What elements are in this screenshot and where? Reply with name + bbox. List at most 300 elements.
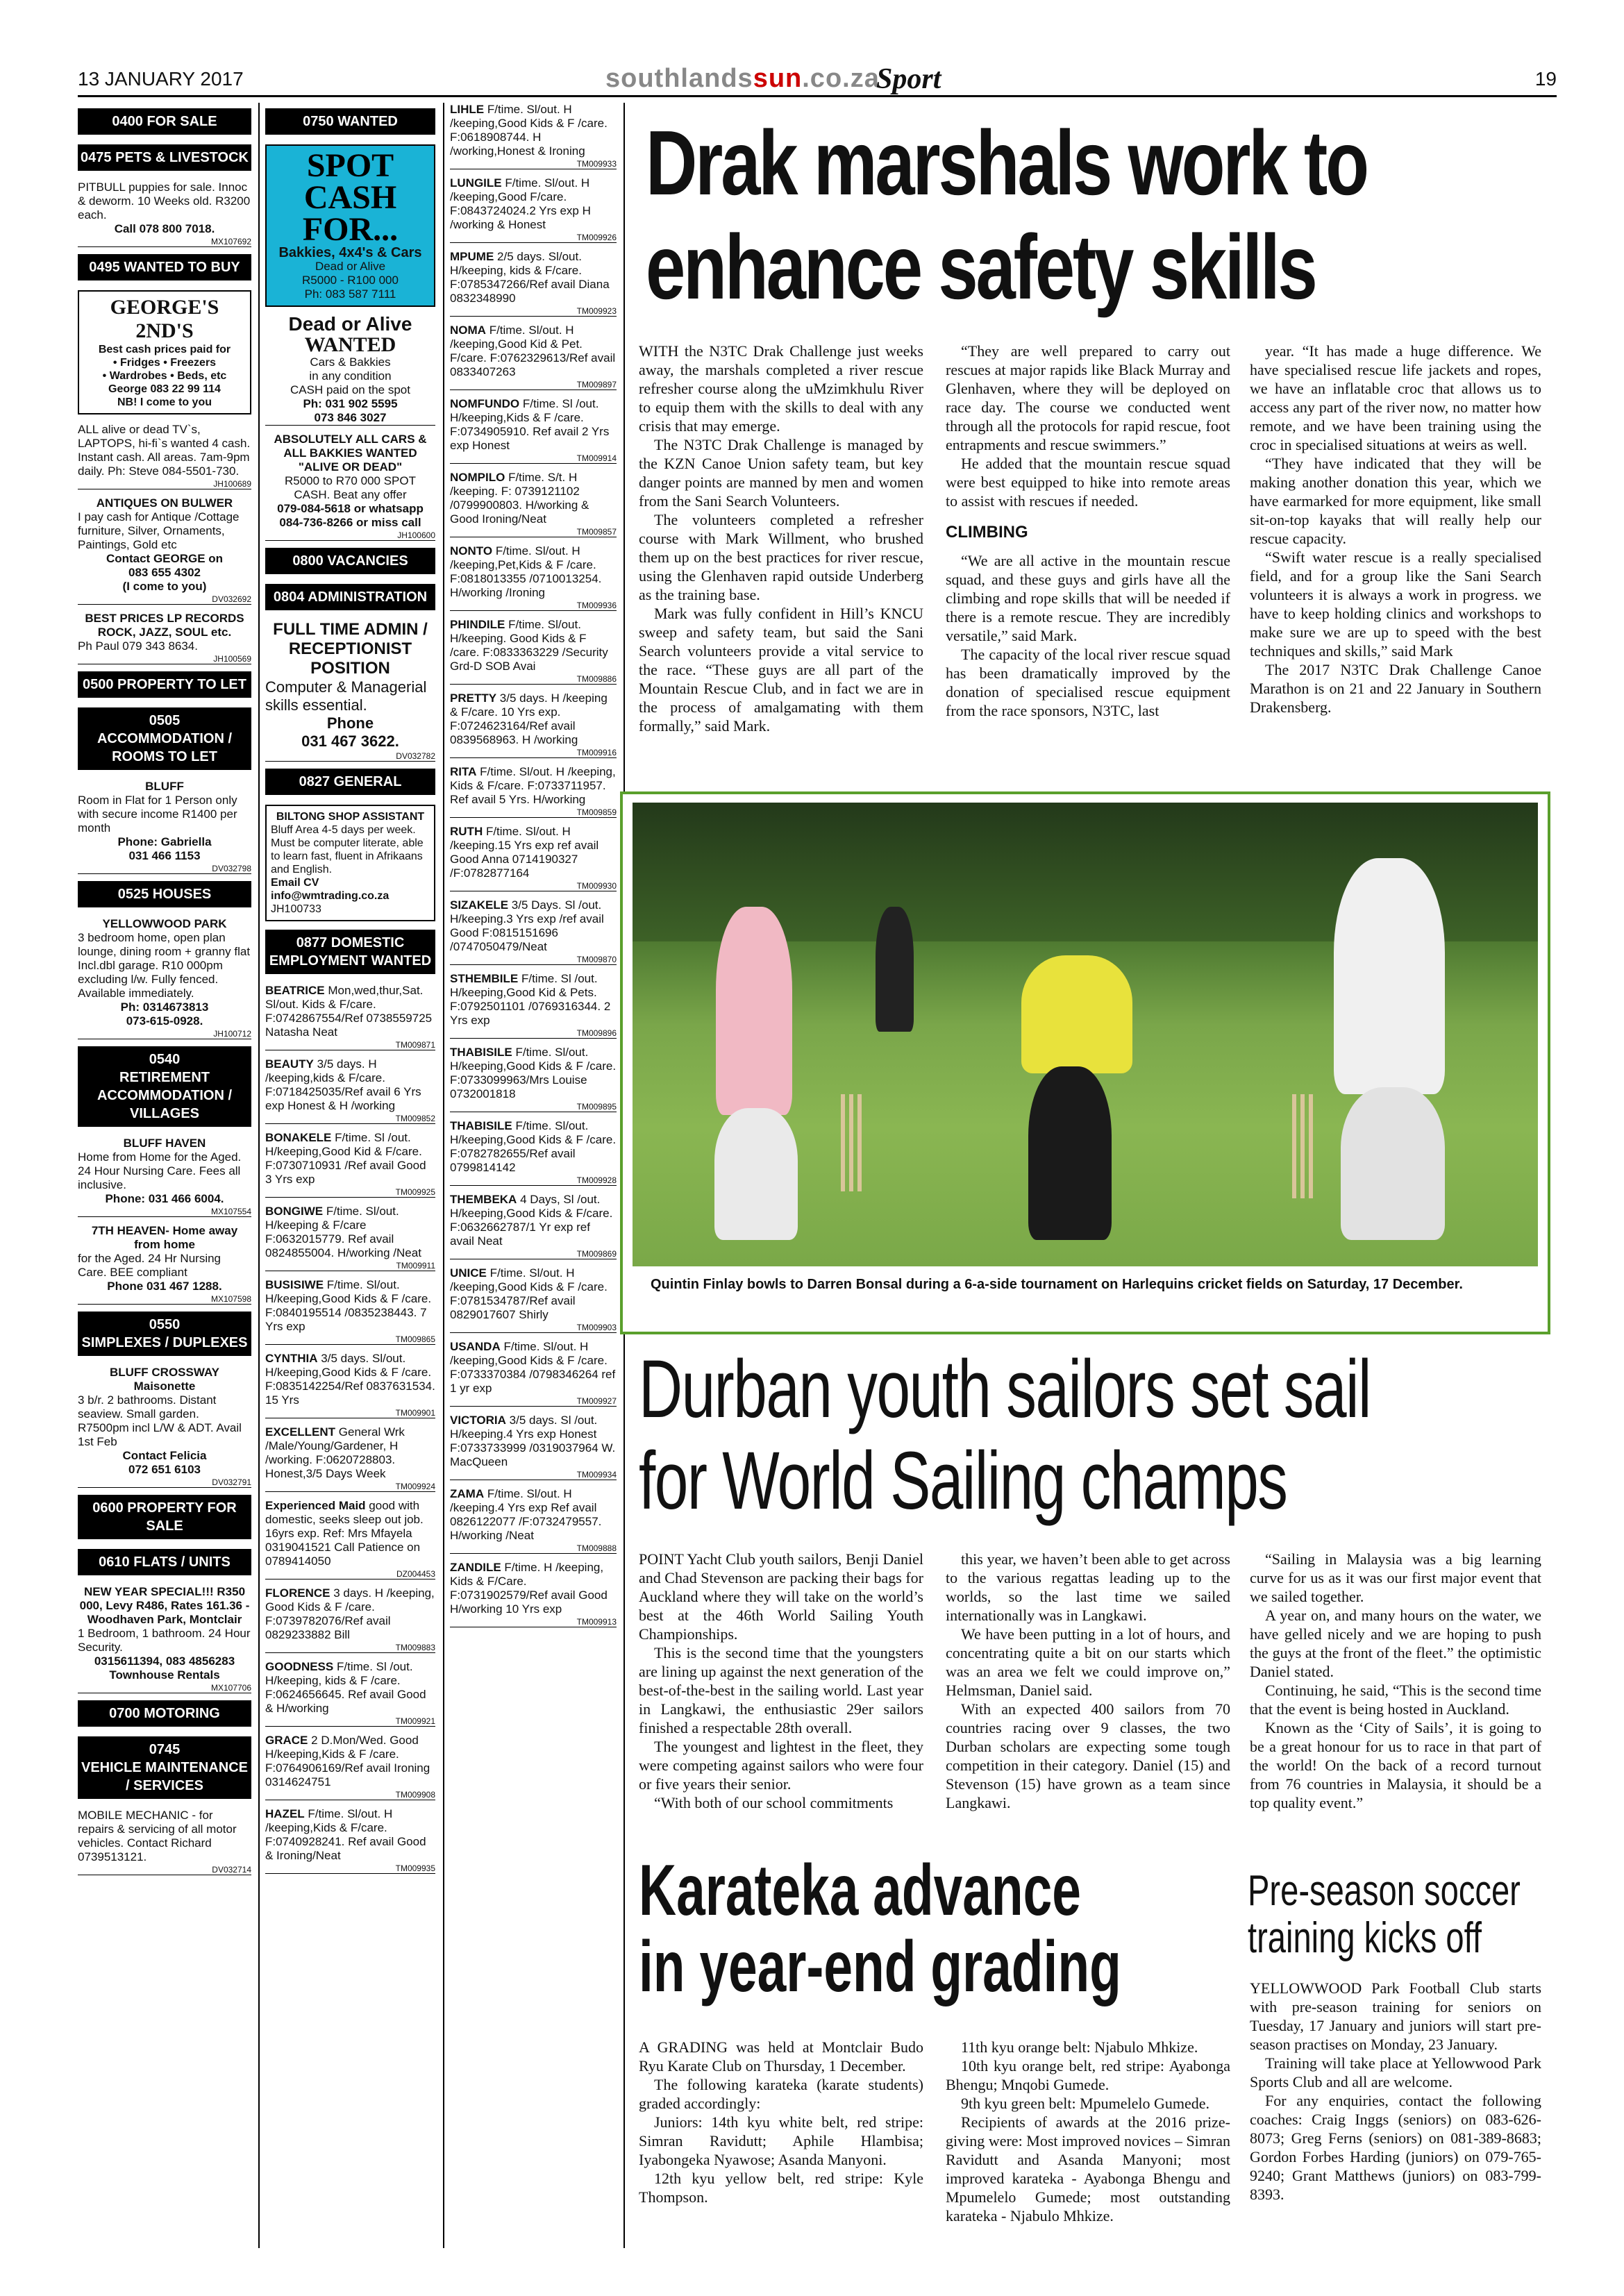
category-header: 0475 PETS & LIVESTOCK <box>78 144 251 171</box>
ad-contact: 079-084-5618 or whatsapp 084-736-8266 or miss call <box>277 502 424 529</box>
page-header <box>78 64 1557 97</box>
ad-body: F/time. Sl/out. H /keeping,Good Kids & F /care. F:0781534787/Ref avail 0829017607 Shirly <box>450 1266 608 1321</box>
masthead-part-a: southlands <box>605 64 753 93</box>
article-paragraph: Known as the ‘City of Sails’, it is going to be a great honour for us to race in that part of the world! On the back of a record turnout from 76 countries in Malaysia, it should be a top quality event.” <box>1250 1719 1541 1811</box>
ad-text: Bluff Area 4-5 days per week. Must be computer literate, able to learn fast, fluent in Afrikaans and English. <box>271 824 424 875</box>
ad-name: NOMA <box>450 324 486 337</box>
category-label: RETIREMENT ACCOMMODATION / VILLAGES <box>97 1070 233 1121</box>
ad-ref: TM009923 <box>450 306 617 317</box>
article-paragraph: “Sailing in Malaysia was a big learning curve for us as it was our first major event that we sailed together. <box>1250 1550 1541 1605</box>
ad-text: Computer & Managerial skills essential. <box>265 678 427 714</box>
ad-line: Ph: 083 587 7111 <box>304 287 396 301</box>
classified-ad <box>450 1193 617 1259</box>
drak-body-col1 <box>639 342 923 735</box>
article-paragraph: Continuing, he said, “This is the second time that the event is being hosted in Auckland. <box>1250 1682 1541 1718</box>
ad-text: 3 bedroom home, open plan lounge, dining room + granny flat Incl.dbl garage. R10 000pm excluding l/w. Fully fenced. Available immediately. <box>78 931 251 1000</box>
ad-body: F/time. Sl/out. H/keeping,Good Kids & F /care. F:0840195514 /0835238443. 7 Yrs exp <box>265 1278 432 1333</box>
ad-title: BLUFF CROSSWAY <box>109 1366 220 1379</box>
ad-body: F/time. Sl /out. H/keeping,Good Kid & Pets. F:0792501101 /0769316344. 2 Yrs exp <box>450 972 611 1027</box>
ad-name: VICTORIA <box>450 1414 506 1427</box>
article-paragraph: Juniors: 14th kyu white belt, red stripe: Simran Ravidutt; Aphile Hlambisa; Iyabongeka Nyawose; Asanda Manyoni. <box>639 2113 923 2168</box>
ad-ref: TM009901 <box>265 1408 435 1418</box>
ad-body: good with domestic, seeks sleep out job. 16yrs exp. Ref: Mrs Mfayela 0319041521 Call Patience on 0789414050 <box>265 1499 424 1568</box>
article-paragraph: The capacity of the local river rescue squad has been dramatically improved by the donation of specialised rescue equipment from the race sponsors, N3TC, last <box>946 646 1230 719</box>
sailing-headline <box>639 1343 1371 1527</box>
ad-body: 3 days. H /keeping, Good Kids & F /care. F:0739782076/Ref avail 0829233882 Bill <box>265 1586 435 1641</box>
ad-text <box>450 765 617 807</box>
ad-text <box>450 176 617 232</box>
category-header: 0877 DOMESTIC EMPLOYMENT WANTED <box>265 930 435 974</box>
masthead-part-c: .co.za <box>802 64 880 93</box>
ad-text: PITBULL puppies for sale. Innoc & deworm. 10 Weeks old. R3200 each. <box>78 181 251 221</box>
ad-ref: TM009865 <box>265 1334 435 1345</box>
ad-ref: JH100569 <box>78 654 251 664</box>
ad-contact: 031 467 3622. <box>301 732 399 750</box>
ad-name: PHINDILE <box>450 618 505 631</box>
ad-ref: TM009913 <box>450 1617 617 1627</box>
ad-text <box>450 1193 617 1248</box>
ad-ref: TM009936 <box>450 601 617 611</box>
ad-text: Ph Paul 079 343 8634. <box>78 639 198 653</box>
ad-body: Mon,wed,thur,Sat. Sl/out. Kids & F/care. F:0742867554/Ref 0738559725 Natasha Neat <box>265 984 433 1039</box>
ad-text <box>265 1057 435 1113</box>
ad-name: RITA <box>450 765 477 778</box>
masthead <box>605 64 880 94</box>
article-paragraph: YELLOWWOOD Park Football Club starts with pre-season training for seniors on Tuesday, 17 January and juniors will start pre-season practises on Monday, 23 January. <box>1250 1979 1541 2053</box>
ad-ref: TM009926 <box>450 233 617 243</box>
classified-ad <box>450 972 617 1039</box>
ad-name: ZAMA <box>450 1487 485 1500</box>
ad-name: THABISILE <box>450 1046 512 1059</box>
article-paragraph: The N3TC Drak Challenge is managed by the KZN Canoe Union safety team, but key danger points are manned by men and women from the Sani Search Volunteers. <box>639 436 923 510</box>
article-paragraph: “Swift water rescue is a really specialised field, and for a group like the Sani Search volunteers it is always a work in progress. we have to keep holding clinics and workshops to make sure we are up to speed with the best techniques and skills,” said Mark <box>1250 548 1541 660</box>
article-paragraph: 12th kyu yellow belt, red stripe: Kyle Thompson. <box>639 2170 923 2206</box>
soccer-headline <box>1248 1868 1521 1962</box>
ad-name: USANDA <box>450 1340 501 1353</box>
ad-line: • Wardrobes • Beds, etc <box>102 370 227 382</box>
ad-contact: Contact Felicia <box>122 1449 207 1462</box>
ad-body: F/time. Sl/out. H /keeping,Pet,Kids & F /care. F:0818013355 /0710013254. H/working /Ironing <box>450 544 602 599</box>
ad-text <box>265 1425 435 1481</box>
classified-ad <box>78 780 251 874</box>
ad-ref: JH100733 <box>271 903 321 915</box>
ad-contact: (I come to you) <box>122 580 207 593</box>
drak-body-col2 <box>946 342 1230 720</box>
ad-name: LUNGILE <box>450 176 502 190</box>
ad-text <box>265 1205 435 1260</box>
ad-body: 2 D.Mon/Wed. Good H/keeping,Kids & F /care. F:0764906169/Ref avail Ironing 0314624751 <box>265 1734 430 1788</box>
ad-title: ANTIQUES ON BULWER <box>96 496 233 510</box>
article-paragraph: With an expected 400 sailors from 70 countries racing over 9 classes, the two Durban scholars are expecting some tough competition in their category. Daniel (15) and Stevenson (15) have grown as a team since Langkawi. <box>946 1700 1230 1811</box>
classifieds-column-2 <box>265 103 435 1881</box>
ad-text <box>265 1734 435 1789</box>
ad-name: CYNTHIA <box>265 1352 318 1365</box>
ad-ref: MX107692 <box>78 237 251 247</box>
ad-title: NEW YEAR SPECIAL!!! R350 000, Levy R486, Rates 161.36 - Woodhaven Park, Montclair <box>79 1585 250 1626</box>
ad-ref: DV032714 <box>78 1865 251 1875</box>
article-paragraph: This is the second time that the youngsters are lining up against the next generation of the best-of-the-best in the sailing world. Last year in Langkawi, the enthusiastic 29er sailors finished a respectable 28th overall. <box>639 1644 923 1736</box>
issue-date: 13 JANUARY 2017 <box>78 68 244 90</box>
ad-ref: DV032791 <box>78 1477 251 1488</box>
ad-body: F/time. Sl/out. H/keeping. Good Kids & F /care. F:0833363229 /Security Grd-D SOB Avai <box>450 618 608 673</box>
ad-name: Experienced Maid <box>265 1499 366 1512</box>
section-name: Sport <box>876 63 941 95</box>
cricket-photo <box>620 791 1550 1334</box>
ad-ref: TM009903 <box>450 1323 617 1333</box>
classified-ad <box>450 1340 617 1407</box>
ad-ref: TM009896 <box>450 1028 617 1039</box>
ad-contact: Ph: 031 902 5595 <box>303 397 398 410</box>
ad-text <box>265 1660 435 1716</box>
ad-ref: TM009911 <box>265 1261 435 1271</box>
ad-ref: MX107554 <box>78 1207 251 1217</box>
umpire-figure <box>876 907 914 1032</box>
classified-ad <box>78 181 251 247</box>
classified-ad <box>450 1266 617 1333</box>
ad-title: SPOT <box>306 147 394 184</box>
ad-name: ZANDILE <box>450 1561 501 1574</box>
classified-ad <box>78 917 251 1039</box>
article-paragraph: Recipients of awards at the 2016 prize-giving were: Most improved novices – Simran Ravidutt and Asanda Manyoni; most improved karateka - Ayabonga Bhengu and Mpumelelo Gumede; most outstanding karateka - Njabulo Mhkize. <box>946 2113 1230 2224</box>
ad-ref: TM009888 <box>450 1543 617 1554</box>
category-code: 0745 <box>149 1742 181 1757</box>
ad-title: YELLOWWOOD PARK <box>102 917 227 930</box>
ad-text: Room in Flat for 1 Person only with secure income R1400 per month <box>78 794 237 835</box>
ad-contact: Contact GEORGE on <box>106 552 224 565</box>
article-paragraph: “With both of our school commitments <box>654 1794 894 1811</box>
classifieds-column-1 <box>78 103 251 1882</box>
ad-body: F/time. Sl/out. H /keeping, Kids & F/care. F:0733711957. Ref avail 5 Yrs. H/working <box>450 765 616 806</box>
category-header: 0600 PROPERTY FOR SALE <box>78 1495 251 1539</box>
ad-name: BONGIWE <box>265 1205 324 1218</box>
classifieds-column-3 <box>450 103 617 1634</box>
headline-line: training kicks off <box>1248 1914 1482 1962</box>
ad-name: UNICE <box>450 1266 487 1280</box>
karate-body-col1 <box>639 2038 923 2206</box>
ad-name: GRACE <box>265 1734 308 1747</box>
article-paragraph: this year, we haven’t been able to get across to the various regattas leading up to the worlds, so the last time we sailed internationally was in Langkawi. <box>946 1550 1230 1624</box>
classified-ad <box>265 433 435 541</box>
category-header: 0400 FOR SALE <box>78 108 251 135</box>
classified-ad <box>78 1224 251 1305</box>
column-divider <box>443 103 444 2248</box>
ad-text <box>450 544 617 600</box>
classified-ad <box>450 250 617 317</box>
stumps <box>1292 1094 1296 1198</box>
ad-ref: MX107706 <box>78 1683 251 1693</box>
ad-name: NOMFUNDO <box>450 397 520 410</box>
drak-body-part <box>946 342 1230 510</box>
ad-text <box>450 471 617 526</box>
ad-ref: TM009895 <box>450 1102 617 1112</box>
ad-name: GOODNESS <box>265 1660 334 1673</box>
headline-line: Karateka advance <box>639 1850 1081 1931</box>
headline-line: Drak marshals work to <box>646 112 1367 214</box>
category-header <box>78 1046 251 1127</box>
ad-body: F/time. Sl/out. H /keeping,Good Kids & F /care. F:0618908744. H /working,Honest & Ironing <box>450 103 608 158</box>
ad-line: NB! I come to you <box>117 396 212 408</box>
subheading-climbing: CLIMBING <box>946 523 1028 542</box>
ad-title: Dead or Alive <box>288 313 412 335</box>
headline-line: enhance safety skills <box>646 216 1316 318</box>
ad-text <box>450 1487 617 1543</box>
classified-ad <box>265 620 435 762</box>
classified-ad <box>450 544 617 611</box>
ad-ref: TM009897 <box>450 380 617 390</box>
classified-ad <box>265 1352 435 1418</box>
ad-name: PRETTY <box>450 692 497 705</box>
ad-ref: JH100712 <box>78 1029 251 1039</box>
classified-ad <box>265 1807 435 1874</box>
ad-body: F/time. Sl/out. H /keeping.4 Yrs exp Ref avail 0826122077 /F:0732479557. H/working /Neat <box>450 1487 602 1542</box>
ad-title: BLUFF <box>145 780 184 793</box>
ad-name: BEATRICE <box>265 984 325 997</box>
ad-text <box>450 103 617 158</box>
ad-text <box>265 1586 435 1642</box>
classified-ad <box>265 1734 435 1800</box>
ad-line: George 083 22 99 114 <box>108 383 221 395</box>
ad-body: F/time. Sl/out. H /keeping,Good F/care. F:0843724024.2 Yrs exp H /working & Honest <box>450 176 591 231</box>
category-label: VEHICLE MAINTENANCE / SERVICES <box>81 1760 248 1793</box>
ad-ref: TM009852 <box>265 1114 435 1124</box>
drak-body-part <box>946 551 1230 720</box>
ad-text <box>450 618 617 673</box>
ad-title: 7TH HEAVEN- Home away from home <box>91 1224 238 1251</box>
ad-text <box>450 692 617 747</box>
ad-text: R5000 to R70 000 SPOT CASH. Beat any offer <box>284 474 416 501</box>
ad-contact: 072 651 6103 <box>128 1463 201 1476</box>
ad-ref: JH100689 <box>78 479 251 489</box>
ad-title: BILTONG SHOP ASSISTANT <box>276 811 425 823</box>
ad-name: SIZAKELE <box>450 898 509 912</box>
classified-ad <box>450 324 617 390</box>
category-header: 0610 FLATS / UNITS <box>78 1549 251 1575</box>
ad-body: F/time. Sl/out. H/keeping,Good Kids & F /care. F:0782782655/Ref avail 0799814142 <box>450 1119 617 1174</box>
ad-ref: TM009928 <box>450 1175 617 1186</box>
ad-subtitle: Maisonette <box>133 1380 196 1393</box>
classified-ad <box>450 1561 617 1627</box>
headline-line: for World Sailing champs <box>639 1435 1287 1527</box>
ad-text: ALL alive or dead TV`s, LAPTOPS, hi-fi`s wanted 4 cash. Instant cash. All areas. 7am-9pm daily. Ph: Steve 084-5501-730. <box>78 423 251 478</box>
classified-ad <box>450 397 617 464</box>
category-code: 0550 <box>149 1317 181 1332</box>
classified-ad <box>265 1131 435 1198</box>
category-header <box>78 707 251 770</box>
classified-ad <box>78 612 251 664</box>
striker-figure <box>1334 858 1445 1094</box>
batsman-figure <box>716 907 792 1115</box>
ad-ref: TM009857 <box>450 527 617 537</box>
ad-name: THEMBEKA <box>450 1193 517 1206</box>
ad-name: RUTH <box>450 825 483 838</box>
display-ad-spot-cash <box>265 144 435 307</box>
sailing-body-col1 <box>639 1550 923 1812</box>
article-paragraph: The 2017 N3TC Drak Challenge Canoe Marathon is on 21 and 22 January in Southern Drakensberg. <box>1250 661 1541 716</box>
ad-ref: MX107598 <box>78 1294 251 1305</box>
ad-name: FLORENCE <box>265 1586 330 1600</box>
ad-contact: Call 078 800 7018. <box>114 222 215 235</box>
article-paragraph: For any enquiries, contact the following coaches: Craig Inggs (seniors) on 083-626-8073; Greg Ferns (seniors) on 081-389-8683; Gordon Forbes Harding (juniors) on 079-765-9240; Grant Matthews (juniors) on 083-799-8393. <box>1250 2092 1541 2203</box>
domestic-ads-list <box>265 984 435 1874</box>
ad-text <box>450 898 617 954</box>
article-paragraph: The following karateka (karate students) graded accordingly: <box>639 2076 923 2112</box>
ad-title: ABSOLUTELY ALL CARS & ALL BAKKIES WANTED "ALIVE OR DEAD" <box>274 433 427 474</box>
ad-name: NONTO <box>450 544 493 558</box>
striker-pads <box>1341 1087 1445 1240</box>
article-paragraph: year. “It has made a huge difference. We have specialised rescue life jackets and ropes, we have an inflatable croc that allows us to access any part of the river now, no matter how remote, and we have been training using the croc in specialised situations at weirs as well. <box>1250 342 1541 453</box>
article-paragraph: POINT Yacht Club youth sailors, Benji Daniel and Chad Stevenson are packing their bags for Auckland where they will take on the world’s best at the 46th World Sailing Youth Championships. <box>639 1550 923 1643</box>
column-divider <box>258 103 260 2248</box>
article-paragraph: 11th kyu orange belt: Njabulo Mhkize. <box>961 2038 1198 2056</box>
sailing-body-col3 <box>1250 1550 1541 1812</box>
ad-text <box>450 972 617 1028</box>
ad-ref: TM009859 <box>450 807 617 818</box>
ad-name: BUSISIWE <box>265 1278 324 1291</box>
photo-caption: Quintin Finlay bowls to Darren Bonsal during a 6-a-side tournament on Harlequins cricket fields on Saturday, 17 December. <box>651 1277 1463 1292</box>
ad-text: 1 Bedroom, 1 bathroom. 24 Hour Security. <box>78 1627 251 1654</box>
ad-contact: Ph: 0314673813 <box>120 1000 209 1014</box>
ad-name: BEAUTY <box>265 1057 314 1071</box>
article-paragraph: 10th kyu orange belt, red stripe: Ayabonga Bhengu; Mnqobi Gumede. <box>946 2057 1230 2093</box>
ad-name: BONAKELE <box>265 1131 332 1144</box>
ad-body: 3/5 days. H /keeping & F/care. 10 Yrs exp. F:0724623164/Ref avail 0839568963. H /working <box>450 692 608 746</box>
ad-ref: DV032692 <box>78 594 251 605</box>
ad-name: NOMPILO <box>450 471 505 484</box>
ad-text <box>450 1414 617 1469</box>
category-code: 0505 <box>149 713 181 728</box>
ad-ref: TM009916 <box>450 748 617 758</box>
article-paragraph: “They are well prepared to carry out rescues at major rapids like Black Murray and Glenhaven, where they will be deployed on race day. The course we conducted went through all the protocols for rapid rescue, foot entrapments and rescue swimmers.” <box>946 342 1230 453</box>
sailing-body-col2 <box>946 1550 1230 1812</box>
ad-line: in any condition <box>309 369 392 383</box>
ad-text <box>265 1352 435 1407</box>
category-header: 0500 PROPERTY TO LET <box>78 671 251 698</box>
classified-ad <box>450 471 617 537</box>
ad-ref: TM009883 <box>265 1643 435 1653</box>
ad-contact: Phone <box>326 714 374 732</box>
headline-line: Durban youth sailors set sail <box>639 1343 1371 1435</box>
ad-line: Cars & Bakkies <box>310 355 391 369</box>
category-header: 0525 HOUSES <box>78 881 251 907</box>
ad-body: F/time. Sl/out. H/keeping,Good Kids & F /care. F:0733099963/Mrs Louise 0732001818 <box>450 1046 617 1100</box>
classified-ad <box>450 825 617 891</box>
classified-ad <box>450 1046 617 1112</box>
ad-text: 3 b/r. 2 bathrooms. Distant seaview. Small garden. R7500pm incl L/W & ADT. Avail 1st Feb <box>78 1393 242 1448</box>
bowler-legs <box>1028 1066 1112 1240</box>
headline-line: Pre-season soccer <box>1248 1867 1521 1915</box>
category-header <box>78 1736 251 1799</box>
ad-text <box>450 397 617 453</box>
classified-ad <box>450 103 617 169</box>
classified-ad <box>265 1499 435 1579</box>
ad-ref: TM009870 <box>450 955 617 965</box>
ad-body: F/time. Sl/out. H /keeping,Kids & F/care. F:0740928241. Ref avail Good & Ironing/Neat <box>265 1807 426 1862</box>
ad-text: Home from Home for the Aged. 24 Hour Nursing Care. Fees all inclusive. <box>78 1150 242 1191</box>
ad-text: for the Aged. 24 Hr Nursing Care. BEE compliant <box>78 1252 221 1279</box>
page-number: 19 <box>1534 68 1557 90</box>
ad-body: 3/5 days. Sl /out. H/keeping.4 Yrs exp Honest F:0733733999 /0319037964 W. MacQueen <box>450 1414 616 1468</box>
ad-contact: 0315611394, 083 4856283 <box>94 1654 235 1668</box>
category-header: 0750 WANTED <box>265 108 435 135</box>
classified-ad <box>265 984 435 1050</box>
display-ad-biltong <box>265 805 435 921</box>
ad-name: LIHLE <box>450 103 485 116</box>
display-ad-dead-or-alive <box>265 314 435 426</box>
classified-ad <box>450 1487 617 1554</box>
karate-headline <box>639 1852 1121 2005</box>
ad-text <box>265 1278 435 1334</box>
ad-body: General Wrk /Male/Young/Gardener, H /working. F:0620728803. Honest,3/5 Days Week <box>265 1425 405 1480</box>
ad-text <box>265 984 435 1039</box>
classified-ad <box>450 692 617 758</box>
article-paragraph: Training will take place at Yellowwood Park Sports Club and all are welcome. <box>1250 2054 1541 2090</box>
classified-ad <box>450 1119 617 1186</box>
display-ad-georges <box>78 290 251 414</box>
ad-ref: JH100600 <box>265 530 435 541</box>
ad-name: HAZEL <box>265 1807 305 1820</box>
ad-ref: DV032798 <box>78 864 251 874</box>
classified-ad <box>265 1425 435 1492</box>
domestic-ads-list <box>450 103 617 1627</box>
ad-title: BEST PRICES LP RECORDS ROCK, JAZZ, SOUL etc. <box>85 612 244 639</box>
ad-line: Bakkies, 4x4's & Cars <box>278 245 422 260</box>
ad-contact: Email CV info@wmtrading.co.za <box>271 877 390 902</box>
category-label: ACCOMMODATION / ROOMS TO LET <box>97 731 233 764</box>
article-paragraph: The youngest and lightest in the fleet, they were competing against sailors who were four or five years their senior. <box>639 1738 923 1793</box>
headline-line: in year-end grading <box>639 1927 1121 2007</box>
classified-ad <box>265 1278 435 1345</box>
ad-text <box>450 1340 617 1396</box>
ad-ref: TM009935 <box>265 1863 435 1874</box>
ad-ref: TM009925 <box>265 1187 435 1198</box>
ad-text <box>450 825 617 880</box>
classified-ad <box>78 423 251 489</box>
classified-ad <box>265 1660 435 1727</box>
ad-title: CASH <box>303 179 397 216</box>
karate-body-col2 <box>946 2038 1230 2225</box>
ad-title: BLUFF HAVEN <box>123 1137 206 1150</box>
ad-title: FOR... <box>302 211 399 248</box>
ad-contact: Phone 031 467 1288. <box>107 1280 222 1293</box>
ad-body: F/time. H /keeping, Kids & F/Care. F:0731902579/Ref avail Good H/working 10 Yrs exp <box>450 1561 608 1616</box>
ad-text <box>265 1499 435 1568</box>
ad-text <box>450 1266 617 1322</box>
ad-title: WANTED <box>304 333 396 356</box>
ad-ref: TM009934 <box>450 1470 617 1480</box>
classified-ad <box>450 765 617 818</box>
ad-ref: TM009886 <box>450 674 617 685</box>
ad-body: F/time. S/t. H /keeping. F: 0739121102 /0799900803. H/working & Good Ironing/Neat <box>450 471 589 526</box>
classified-ad <box>78 1137 251 1217</box>
classified-ad <box>265 1057 435 1124</box>
category-code: 0540 <box>149 1052 181 1067</box>
bowler-figure <box>1021 955 1132 1073</box>
ad-text <box>450 1119 617 1175</box>
batsman-pads <box>714 1108 798 1240</box>
ad-ref: DZ004453 <box>265 1569 435 1579</box>
ad-line: CASH paid on the spot <box>290 383 410 396</box>
ad-text <box>265 1131 435 1187</box>
ad-contact: 083 655 4302 <box>128 566 201 579</box>
classified-ad <box>450 618 617 685</box>
ad-ref: TM009908 <box>265 1790 435 1800</box>
ad-body: F/time. Sl/out. H/keeping & F/care F:0632015779. Ref avail 0824855004. H/working /Neat <box>265 1205 421 1259</box>
category-label: SIMPLEXES / DUPLEXES <box>81 1335 248 1350</box>
ad-text <box>450 1046 617 1101</box>
ad-text <box>265 1807 435 1863</box>
ad-contact: 073-615-0928. <box>126 1014 203 1028</box>
ad-ref: TM009921 <box>265 1716 435 1727</box>
